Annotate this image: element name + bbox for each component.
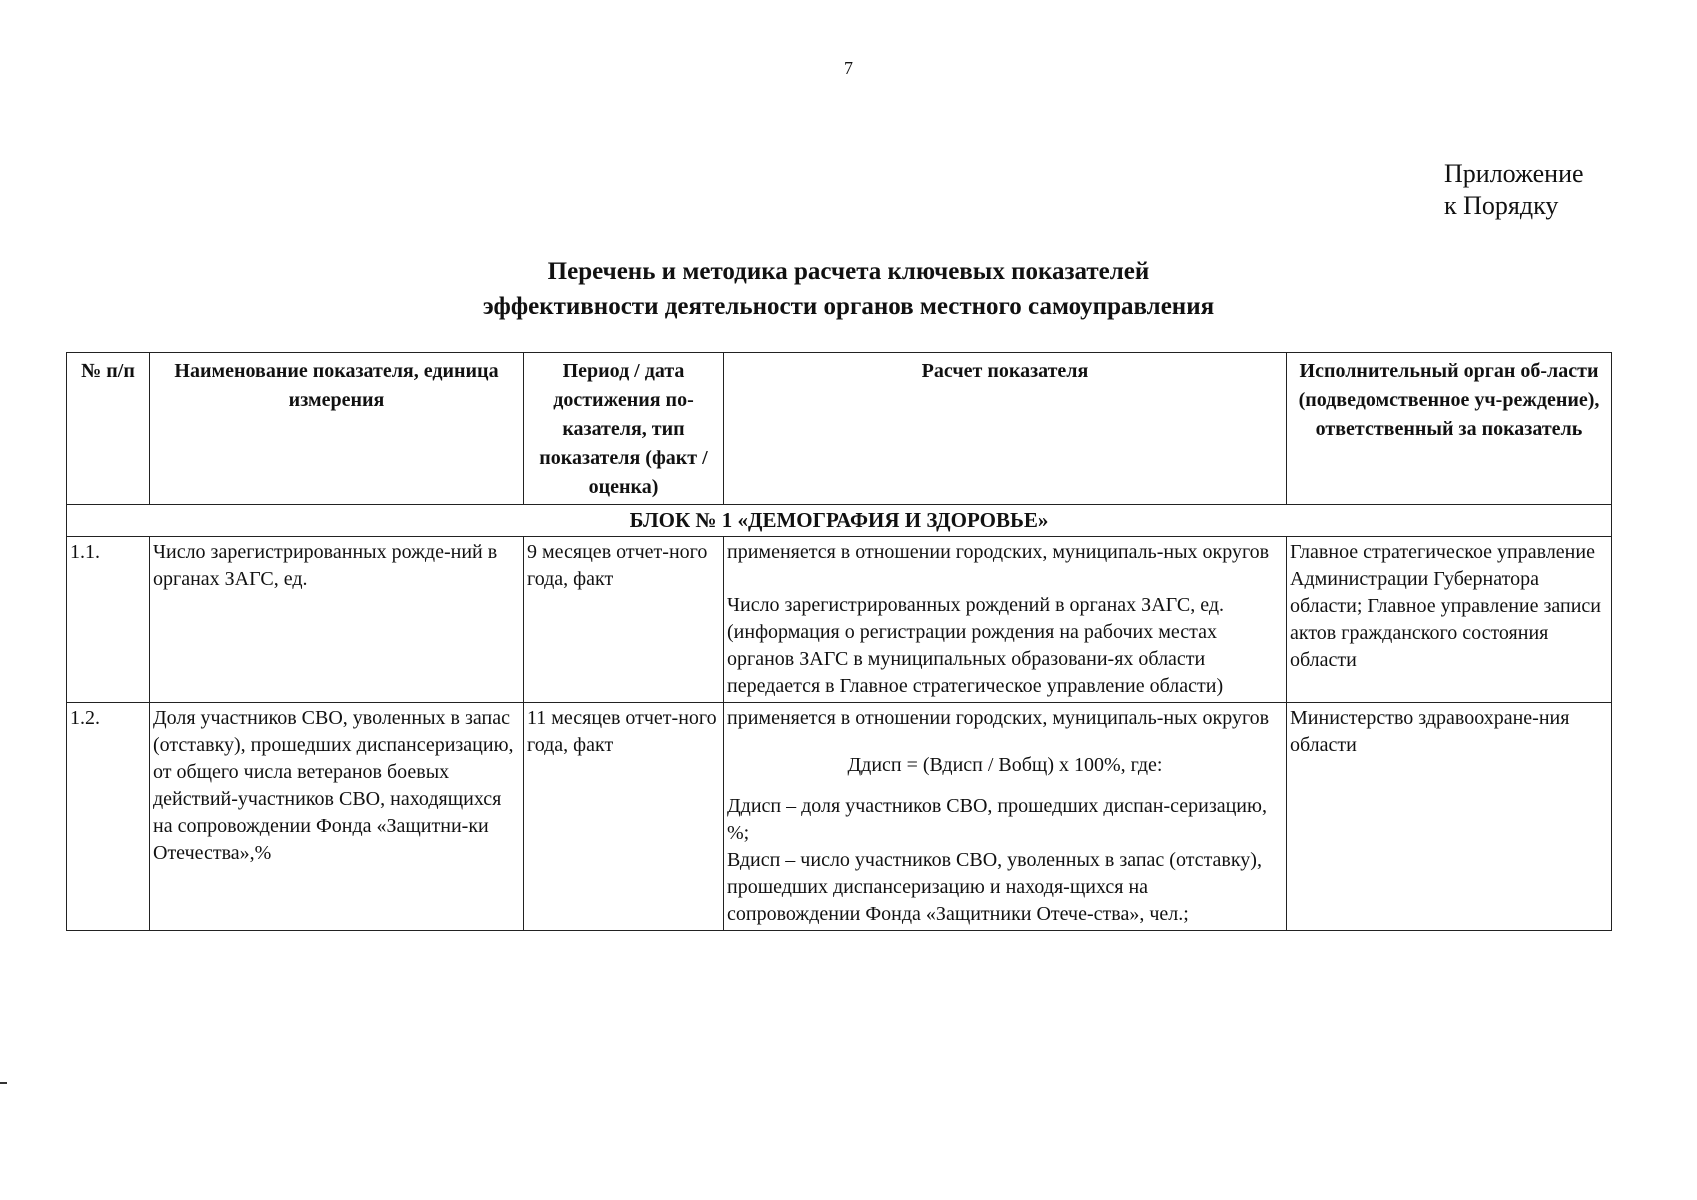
table-row — [67, 537, 1612, 703]
document-title — [0, 254, 1697, 324]
header-calculation: Расчет показателя — [724, 353, 1287, 505]
row-responsible: Министерство здравоохране-ния области — [1287, 703, 1612, 931]
row-number: 1.1. — [67, 537, 150, 703]
title-line-2: эффективности деятельности органов местного самоуправления — [482, 293, 1215, 320]
calc-paragraph: Ддисп – доля участников СВО, прошедших диспан-серизацию, %; — [727, 795, 1267, 844]
indicators-table — [66, 352, 1612, 931]
header-period: Период / дата достижения по-казателя, тип показателя (факт / оценка) — [524, 353, 724, 505]
row-calculation — [724, 537, 1287, 703]
block-title: БЛОК № 1 «ДЕМОГРАФИЯ И ЗДОРОВЬЕ» — [67, 505, 1612, 537]
header-name: Наименование показателя, единица измерения — [150, 353, 524, 505]
table-row — [67, 703, 1612, 931]
appendix-line-2: к Порядку — [1444, 191, 1559, 220]
calc-formula: Ддисп = (Вдисп / Вобщ) х 100%, где: — [847, 754, 1163, 776]
row-number: 1.2. — [67, 703, 150, 931]
row-name: Доля участников СВО, уволенных в запас (отставку), прошедших диспансеризацию, от общего числа ветеранов боевых действий-участников СВО, находящихся на сопровождении Фонда «Защитни-ки Отечества»,% — [150, 703, 524, 931]
paragraph-gap — [727, 566, 1283, 592]
scan-edge-mark — [0, 1082, 7, 1084]
block-row — [67, 505, 1612, 537]
row-period: 11 месяцев отчет-ного года, факт — [524, 703, 724, 931]
calc-paragraph: применяется в отношении городских, муниципаль-ных округов — [727, 707, 1270, 729]
appendix-note — [1444, 158, 1584, 222]
calc-paragraph: применяется в отношении городских, муниципаль-ных округов — [727, 541, 1270, 563]
header-row — [67, 353, 1612, 505]
row-period: 9 месяцев отчет-ного года, факт — [524, 537, 724, 703]
title-line-1: Перечень и методика расчета ключевых показателей — [547, 258, 1150, 285]
page-number: 7 — [844, 58, 853, 78]
row-name: Число зарегистрированных рожде-ний в органах ЗАГС, ед. — [150, 537, 524, 703]
calc-paragraph: Вдисп – число участников СВО, уволенных в запас (отставку), прошедших диспансеризацию и находя-щихся на сопровождении Фонда «Защитники Отече-ства», чел.; — [727, 849, 1262, 925]
header-number: № п/п — [67, 353, 150, 505]
row-responsible: Главное стратегическое управление Администрации Губернатора области; Главное управление записи актов гражданского состояния области — [1287, 537, 1612, 703]
header-responsible: Исполнительный орган об-ласти (подведомственное уч-реждение), ответственный за показатель — [1287, 353, 1612, 505]
row-calculation — [724, 703, 1287, 931]
calc-paragraph: (информация о регистрации рождения на рабочих местах органов ЗАГС в муниципальных образовани-ях области передается в Главное стратегическое управление области) — [727, 621, 1224, 697]
appendix-line-1: Приложение — [1444, 159, 1584, 188]
calc-paragraph: Число зарегистрированных рождений в органах ЗАГС, ед. — [727, 594, 1225, 616]
